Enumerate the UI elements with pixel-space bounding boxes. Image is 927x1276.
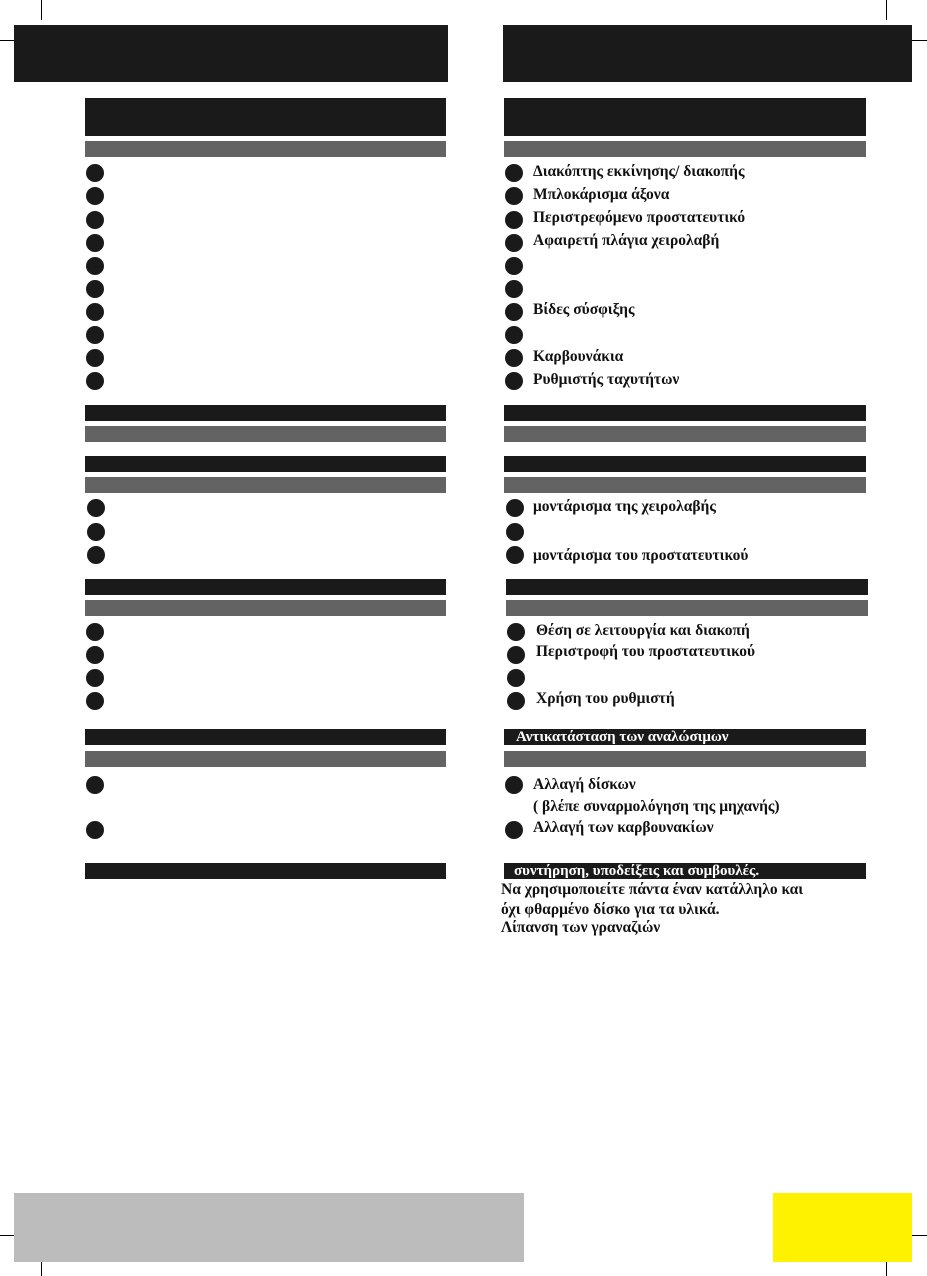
left-consumables-bar (85, 729, 446, 745)
right-consumables-bullet-1 (505, 776, 523, 794)
right-bullet-8 (505, 326, 523, 344)
left-maintenance-bar (85, 863, 446, 879)
left-operation-bar (85, 579, 446, 595)
right-parts-subheader (504, 141, 866, 157)
left-assembly-bullet-1 (87, 499, 105, 517)
assembly-label-1: μοντάρισμα της χειρολαβής (533, 498, 716, 515)
right-assembly-bullet-1 (506, 499, 524, 517)
left-consumables-bullet-2 (86, 821, 104, 839)
operation-label-2: Περιστροφή του προστατευτικού (536, 643, 756, 660)
part-label-7: Βίδες σύσφιξης (533, 301, 635, 318)
part-label-4: Αφαιρετή πλάγια χειρολαβή (533, 232, 720, 249)
right-consumables-subbar (504, 751, 866, 767)
assembly-label-3: μοντάρισμα του προστατευτικού (533, 547, 749, 564)
right-bullet-5 (505, 257, 523, 275)
left-bullet-10 (86, 372, 104, 390)
left-bullet-8 (86, 326, 104, 344)
left-operation-bullet-2 (86, 646, 104, 664)
maintenance-header-text: συντήρηση, υποδείξεις και συμβουλές. (514, 863, 760, 879)
left-assembly-bullet-3 (87, 546, 105, 564)
consumables-note: ( βλέπε συναρμολόγηση της μηχανής) (533, 798, 780, 815)
right-bullet-9 (505, 349, 523, 367)
left-operation-bullet-4 (86, 692, 104, 710)
part-label-10: Ρυθμιστής ταχυτήτων (533, 371, 680, 388)
part-label-1: Διακόπτης εκκίνησης/ διακοπής (533, 163, 745, 180)
left-assembly-subbar (85, 477, 446, 493)
left-section-bar (85, 405, 446, 421)
maintenance-line-1: Να χρησιμοποιείτε πάντα έναν κατάλληλο και (501, 881, 804, 898)
right-assembly-subbar (504, 477, 866, 493)
left-assembly-bullet-2 (87, 523, 105, 541)
right-section-subbar (504, 426, 866, 442)
right-operation-bullet-1 (507, 623, 525, 641)
right-consumables-bullet-2 (505, 821, 523, 839)
left-bullet-5 (86, 257, 104, 275)
footer-gray-block (14, 1193, 524, 1262)
left-bullet-7 (86, 303, 104, 321)
left-top-banner (14, 25, 448, 82)
footer-yellow-block (773, 1193, 912, 1262)
left-consumables-subbar (85, 751, 446, 767)
part-label-2: Μπλοκάρισμα άξονα (533, 186, 670, 203)
left-operation-subbar (85, 600, 446, 616)
operation-label-4: Χρήση του ρυθμιστή (536, 690, 675, 707)
left-bullet-4 (86, 234, 104, 252)
left-operation-bullet-3 (86, 669, 104, 687)
left-bullet-6 (86, 280, 104, 298)
consumables-label-2: Αλλαγή των καρβουνακίων (533, 819, 714, 836)
right-operation-bullet-4 (507, 692, 525, 710)
maintenance-line-2: όχι φθαρμένο δίσκο για τα υλικά. (501, 901, 720, 918)
right-assembly-bullet-2 (506, 523, 524, 541)
right-maintenance-bar (504, 863, 866, 879)
right-assembly-bar (504, 456, 866, 472)
right-bullet-4 (505, 234, 523, 252)
right-bullet-7 (505, 303, 523, 321)
part-label-3: Περιστρεφόμενο προστατευτικό (533, 209, 746, 226)
right-bullet-6 (505, 280, 523, 298)
right-bullet-3 (505, 211, 523, 229)
left-assembly-bar (85, 456, 446, 472)
right-bullet-10 (505, 372, 523, 390)
right-section-bar (504, 405, 866, 421)
right-title-bar (504, 98, 866, 136)
right-operation-bullet-3 (507, 669, 525, 687)
consumables-label-1: Αλλαγή δίσκων (533, 776, 636, 793)
right-bullet-1 (505, 164, 523, 182)
left-title-bar (85, 98, 446, 136)
left-consumables-bullet-1 (86, 776, 104, 794)
right-top-banner (503, 25, 912, 82)
left-bullet-9 (86, 349, 104, 367)
right-operation-bar (506, 579, 868, 595)
operation-label-1: Θέση σε λειτουργία και διακοπή (536, 622, 750, 639)
left-bullet-2 (86, 187, 104, 205)
left-bullet-1 (86, 164, 104, 182)
consumables-header-text: Αντικατάσταση των αναλώσιμων (516, 729, 729, 745)
right-consumables-bar (504, 729, 866, 745)
right-operation-subbar (506, 600, 868, 616)
left-operation-bullet-1 (86, 623, 104, 641)
left-parts-subheader (85, 141, 446, 157)
crop-mark (886, 0, 887, 20)
left-section-subbar (85, 426, 446, 442)
right-assembly-bullet-3 (506, 546, 524, 564)
part-label-9: Καρβουνάκια (533, 348, 624, 365)
maintenance-line-3: Λίπανση των γραναζιών (501, 919, 661, 936)
right-operation-bullet-2 (507, 646, 525, 664)
right-bullet-2 (505, 187, 523, 205)
crop-mark (41, 0, 42, 20)
left-bullet-3 (86, 211, 104, 229)
